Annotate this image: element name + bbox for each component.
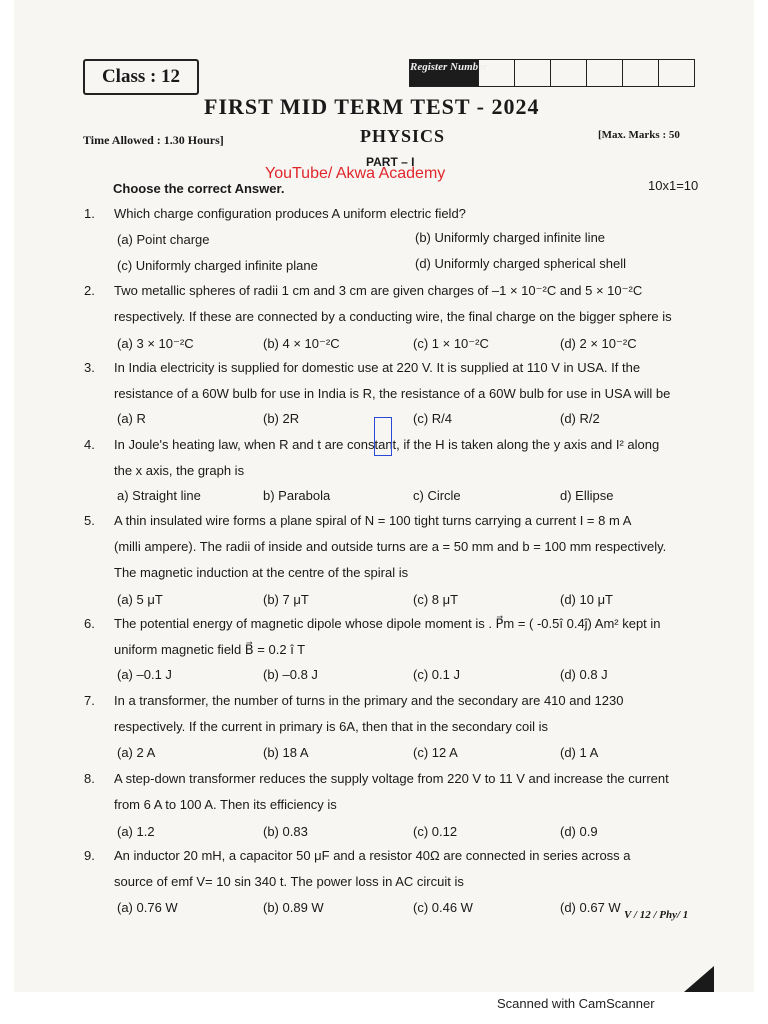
- answer-option: (a) 1.2: [117, 824, 155, 839]
- scanner-watermark: Scanned with CamScanner: [497, 996, 655, 1011]
- answer-option: (a) 0.76 W: [117, 900, 178, 915]
- page-corner-shadow: [684, 966, 714, 992]
- question-text: The magnetic induction at the centre of the spiral is: [114, 565, 409, 580]
- question-number: 3.: [84, 360, 95, 375]
- answer-option: (b) 4 × 10⁻²C: [263, 336, 340, 351]
- answer-option: (a) 2 A: [117, 745, 156, 760]
- question-number: 4.: [84, 437, 95, 452]
- register-cell: [622, 60, 658, 86]
- answer-option: (c) R/4: [413, 411, 452, 426]
- question-text: respectively. If the current in primary is 6A, then that in the secondary coil is: [114, 719, 549, 734]
- answer-option: (d) R/2: [560, 411, 600, 426]
- register-cell: [514, 60, 550, 86]
- question-text: resistance of a 60W bulb for use in India is R, the resistance of a 60W bulb for use in USA will be: [114, 386, 671, 401]
- answer-option: (d) 10 μT: [560, 592, 614, 607]
- question-number: 7.: [84, 693, 95, 708]
- answer-option: (c) 0.12: [413, 824, 458, 839]
- section-score: 10x1=10: [648, 178, 699, 193]
- answer-option: (a) 5 μT: [117, 592, 163, 607]
- answer-option: (b) –0.8 J: [263, 667, 318, 682]
- watermark-text: YouTube/ Akwa Academy: [265, 165, 446, 182]
- exam-title: FIRST MID TERM TEST - 2024: [204, 94, 540, 119]
- question-text: A step-down transformer reduces the supply voltage from 220 V to 11 V and increase the current: [114, 771, 669, 786]
- page-code: V / 12 / Phy/ 1: [624, 909, 689, 921]
- answer-option: (b) 7 μT: [263, 592, 309, 607]
- subject-title: PHYSICS: [360, 126, 446, 146]
- question-number: 9.: [84, 848, 95, 863]
- question-text: In India electricity is supplied for domestic use at 220 V. It is supplied at 110 V in USA. If the: [114, 360, 641, 375]
- answer-option: (b) Uniformly charged infinite line: [415, 230, 606, 245]
- answer-option: (d) 1 A: [560, 745, 599, 760]
- answer-option: (a) R: [117, 411, 146, 426]
- answer-option: (d) 0.67 W: [560, 900, 621, 915]
- answer-option: (c) 0.46 W: [413, 900, 473, 915]
- answer-option: d) Ellipse: [560, 488, 614, 503]
- question-text: Which charge configuration produces A uniform electric field?: [114, 206, 466, 221]
- register-cell: [478, 60, 514, 86]
- question-text: An inductor 20 mH, a capacitor 50 μF and a resistor 40Ω are connected in series across a: [114, 848, 631, 863]
- answer-option: (d) 0.8 J: [560, 667, 608, 682]
- answer-option: (c) Uniformly charged infinite plane: [117, 258, 318, 273]
- answer-option: (b) 18 A: [263, 745, 309, 760]
- part-heading: PART – I: [366, 155, 415, 169]
- question-text: source of emf V= 10 sin 340 t. The power loss in AC circuit is: [114, 874, 464, 889]
- max-marks: [Max. Marks : 50: [598, 129, 680, 141]
- instruction: Choose the correct Answer.: [113, 181, 285, 196]
- question-text: The potential energy of magnetic dipole whose dipole moment is . P⃗m = ( -0.5î 0.4ĵ) Am² kept in: [114, 616, 661, 631]
- register-number-box: [409, 59, 695, 87]
- question-text: (milli ampere). The radii of inside and outside turns are a = 50 mm and b = 100 mm respectively.: [114, 539, 667, 554]
- register-cell: [658, 60, 694, 86]
- register-number-label: Register Number: [410, 60, 478, 86]
- answer-option: b) Parabola: [263, 488, 331, 503]
- answer-option: (a) –0.1 J: [117, 667, 172, 682]
- answer-option: (b) 2R: [263, 411, 300, 426]
- question-number: 5.: [84, 513, 95, 528]
- question-number: 1.: [84, 206, 95, 221]
- answer-option: (c) 12 A: [413, 745, 458, 760]
- register-cell: [586, 60, 622, 86]
- answer-option: (d) 2 × 10⁻²C: [560, 336, 637, 351]
- question-number: 6.: [84, 616, 95, 631]
- question-text: from 6 A to 100 A. Then its efficiency is: [114, 797, 337, 812]
- answer-option: (a) 3 × 10⁻²C: [117, 336, 194, 351]
- question-text: A thin insulated wire forms a plane spiral of N = 100 tight turns carrying a current I = 8 m A: [114, 513, 632, 528]
- answer-option: (d) Uniformly charged spherical shell: [415, 256, 626, 271]
- answer-option: (b) 0.83: [263, 824, 308, 839]
- question-text: the x axis, the graph is: [114, 463, 245, 478]
- answer-option: (a) Point charge: [117, 232, 210, 247]
- question-text: uniform magnetic field B⃗ = 0.2 î T: [114, 642, 306, 657]
- class-label: Class : 12: [83, 59, 199, 95]
- answer-option: (d) 0.9: [560, 824, 598, 839]
- time-allowed: Time Allowed : 1.30 Hours]: [83, 133, 224, 147]
- answer-option: (c) 1 × 10⁻²C: [413, 336, 489, 351]
- answer-option: (c) 0.1 J: [413, 667, 460, 682]
- answer-option: c) Circle: [413, 488, 461, 503]
- answer-option: (c) 8 μT: [413, 592, 459, 607]
- question-number: 2.: [84, 283, 95, 298]
- question-text: Two metallic spheres of radii 1 cm and 3 cm are given charges of –1 × 10⁻²C and 5 × 10⁻²C: [114, 283, 643, 298]
- question-text: respectively. If these are connected by a conducting wire, the final charge on the bigger sphere is: [114, 309, 672, 324]
- register-cell: [550, 60, 586, 86]
- question-text: In Joule's heating law, when R and t are constant, if the H is taken along the y axis and I² along: [114, 437, 660, 452]
- text-cursor-box: [374, 417, 392, 456]
- question-text: In a transformer, the number of turns in the primary and the secondary are 410 and 1230: [114, 693, 624, 708]
- question-number: 8.: [84, 771, 95, 786]
- answer-option: (b) 0.89 W: [263, 900, 324, 915]
- answer-option: a) Straight line: [117, 488, 201, 503]
